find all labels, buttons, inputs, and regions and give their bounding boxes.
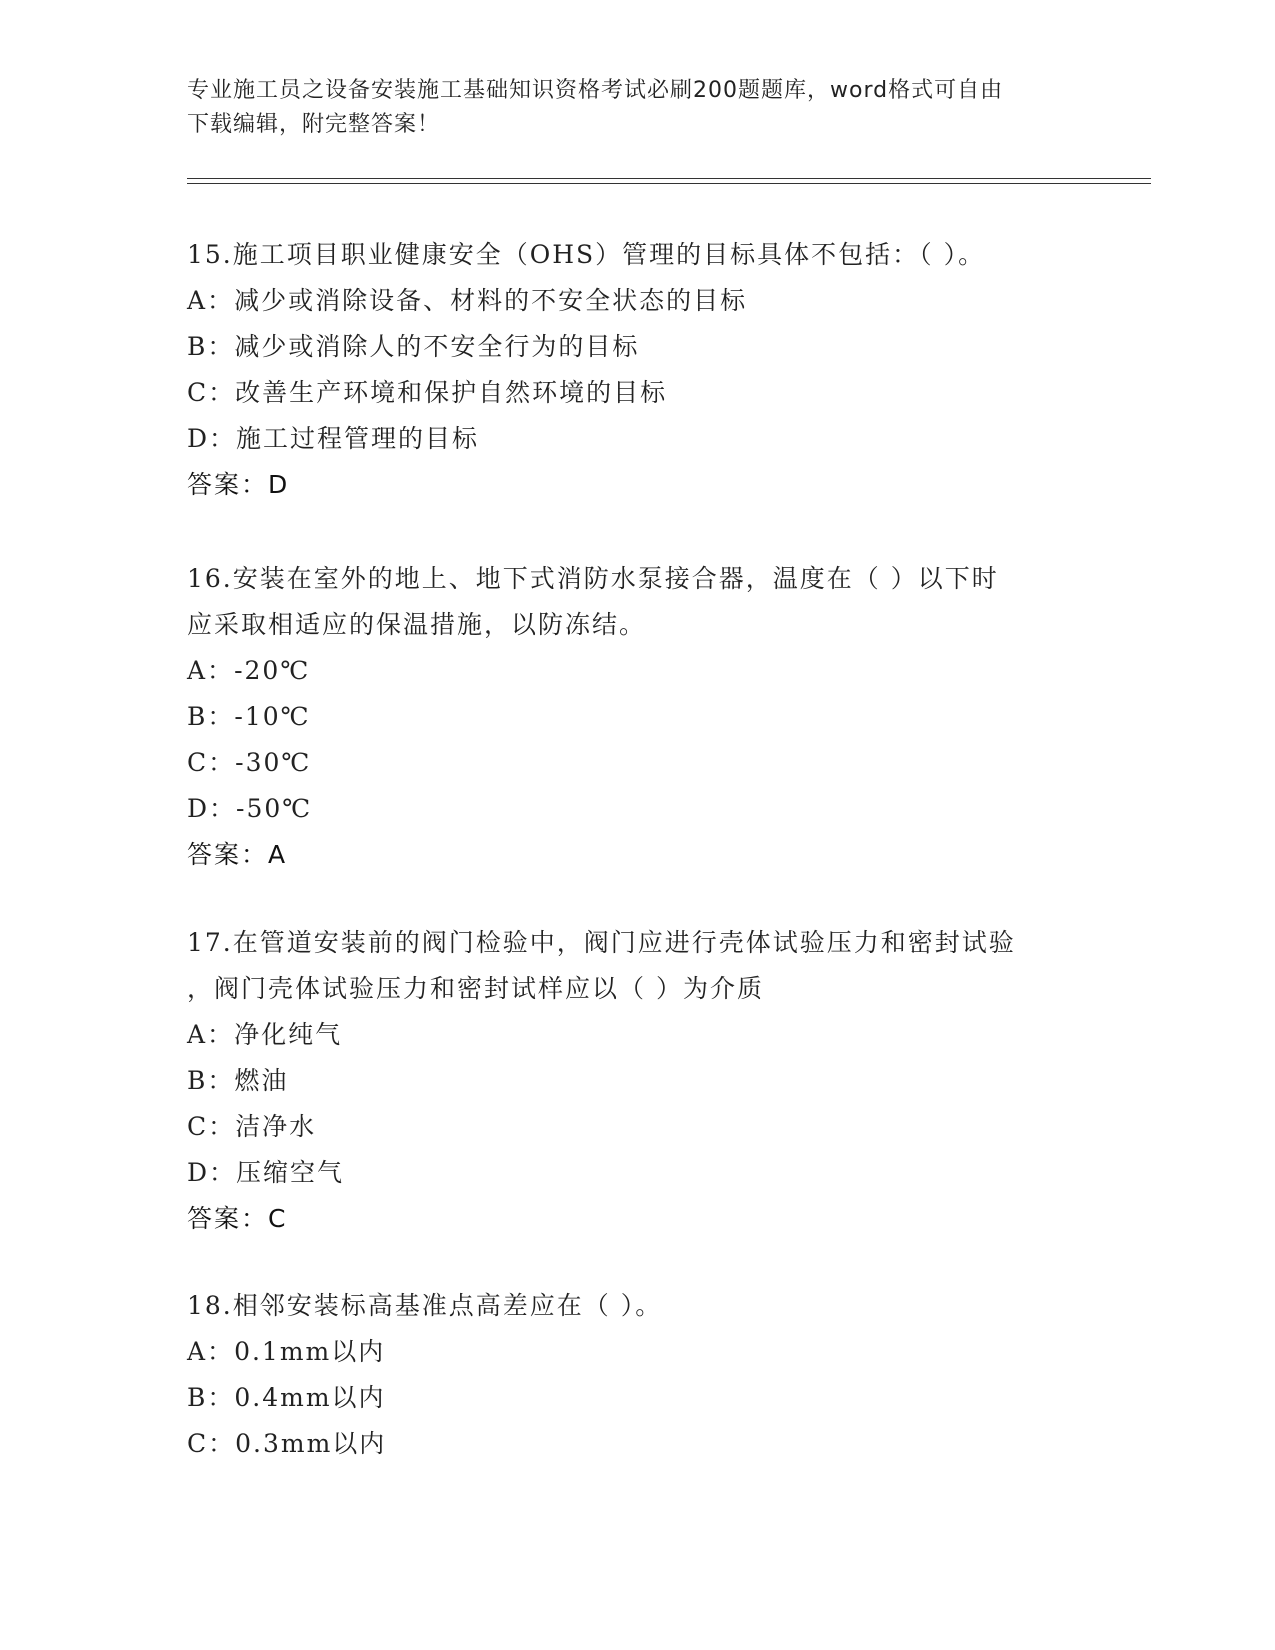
option-d [187,1150,1087,1196]
question-18 [187,1283,1087,1467]
question-text-line-1: 16.安装在室外的地上、地下式消防水泵接合器，温度在（ ）以下时 [187,564,999,593]
header-divider-top [187,178,1151,179]
question-text-line-2: 应采取相适应的保温措施，以防冻结。 [187,610,647,639]
option-text: 0.3mm以内 [235,1429,387,1458]
option-b [187,694,1087,740]
header-divider-bottom [187,183,1151,184]
option-a [187,278,1087,324]
option-text: 改善生产环境和保护自然环境的目标 [235,378,668,407]
option-a [187,1329,1087,1375]
option-letter: D： [187,794,237,823]
answer: 答案：D [187,470,290,499]
option-letter: C： [187,1429,236,1458]
header-line-1: 专业施工员之设备安装施工基础知识资格考试必刷200题题库，word格式可自由 [187,78,1004,103]
answer: 答案：A [187,840,288,869]
option-text: 0.1mm以内 [234,1337,386,1366]
option-text: 压缩空气 [236,1158,345,1187]
option-text: 燃油 [234,1066,289,1095]
question-text: 18.相邻安装标高基准点高差应在（ ）。 [187,1291,663,1320]
option-b [187,1375,1087,1421]
document-header [187,74,1087,142]
option-letter: B： [187,1383,235,1412]
option-letter: B： [187,332,235,361]
option-letter: D： [187,424,237,453]
option-text: 洁净水 [235,1112,317,1141]
option-text: -30℃ [235,748,312,777]
question-text-line-2: ，阀门壳体试验压力和密封试样应以（ ）为介质 [187,974,764,1003]
question-15 [187,232,1087,508]
option-text: 0.4mm以内 [234,1383,386,1412]
option-letter: C： [187,378,236,407]
option-letter: A： [187,286,235,315]
option-a [187,1012,1087,1058]
option-letter: B： [187,702,235,731]
option-c [187,370,1087,416]
option-letter: A： [187,656,235,685]
option-a [187,648,1087,694]
option-d [187,786,1087,832]
question-text: 15.施工项目职业健康安全（OHS）管理的目标具体不包括：（ ）。 [187,240,986,269]
option-letter: C： [187,748,236,777]
option-d [187,416,1087,462]
option-text: -20℃ [234,656,311,685]
option-text: 施工过程管理的目标 [236,424,480,453]
question-16 [187,556,1087,878]
option-c [187,740,1087,786]
option-text: 减少或消除设备、材料的不安全状态的目标 [234,286,748,315]
header-line-2: 下载编辑，附完整答案！ [187,112,441,137]
question-text-line-1: 17.在管道安装前的阀门检验中，阀门应进行壳体试验压力和密封试验 [187,928,1016,957]
option-b [187,324,1087,370]
option-c [187,1421,1087,1467]
option-letter: A： [187,1020,235,1049]
option-letter: C： [187,1112,236,1141]
option-b [187,1058,1087,1104]
option-letter: B： [187,1066,235,1095]
option-letter: A： [187,1337,235,1366]
question-17 [187,920,1087,1242]
option-text: -50℃ [236,794,313,823]
option-c [187,1104,1087,1150]
option-letter: D： [187,1158,237,1187]
option-text: -10℃ [234,702,311,731]
option-text: 净化纯气 [234,1020,343,1049]
answer: 答案：C [187,1204,288,1233]
option-text: 减少或消除人的不安全行为的目标 [234,332,640,361]
